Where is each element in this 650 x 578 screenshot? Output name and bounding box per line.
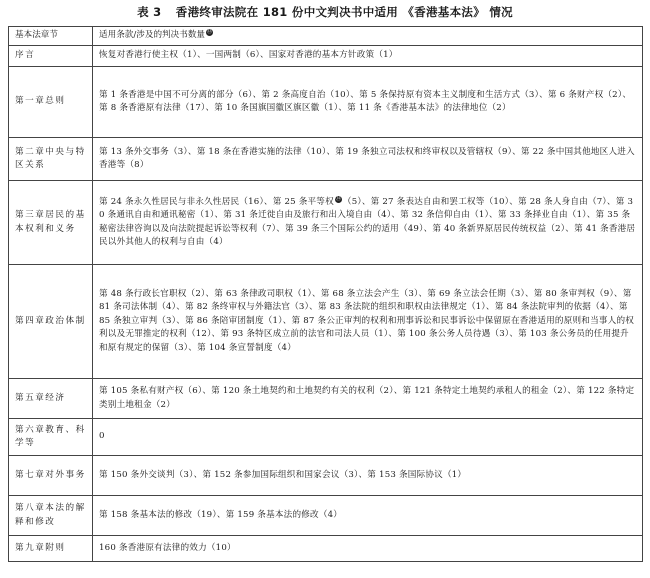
table-row (9, 419, 643, 456)
table-row (9, 46, 643, 67)
provisions-cell: 0 (93, 419, 643, 456)
chapter-cell: 第二章中央与特区关系 (9, 138, 93, 181)
provisions-cell: 第 158 条基本法的修改（19）、第 159 条基本法的修改（4） (93, 496, 643, 536)
chapter-cell: 第四章政治体制 (9, 265, 93, 379)
table-row (9, 379, 643, 419)
provisions-cell: 第 13 条外交事务（3）、第 18 条在香港实施的法律（10）、第 19 条独立司法权和终审权以及管辖权（9）、第 22 条中国其他地区人进入香港等（8） (93, 138, 643, 181)
provisions-cell: 160 条香港原有法律的效力（10） (93, 536, 643, 562)
chapter-cell: 第七章对外事务 (9, 456, 93, 496)
footnote-marker-13: ⑬ (206, 29, 213, 36)
provisions-cell: 第 48 条行政长官职权（2）、第 63 条律政司职权（1）、第 68 条立法会产生（3）、第 69 条立法会任期（3）、第 80 条审判权（9）、第 81 条司法体制（4）、第 82 条终审权与外籍法官（3）、第 83 条法院的组织和职权由法律规定（1）、第 84 条法院审判的依据（4）、第 85 条独立审判（3）、第 86 条陪审团制度（1）、第 87 条公正审判的权利和刑事诉讼和民事诉讼中保留原在香港适用的原则和当事人的权利以及无罪推定的权利（12）、第 93 条特区成立前的法官和司法人员（1）、第 100 条公务人员待遇（3）、第 103 条公务员的任用提升和原有规定的保留（3）、第 104 条宣誓制度（4） (93, 265, 643, 379)
chapter-cell: 第五章经济 (9, 379, 93, 419)
chapter-cell: 第八章本法的解释和修改 (9, 496, 93, 536)
table-row (9, 138, 643, 181)
provisions-text-before-note: 第 24 条永久性居民与非永久性居民（16）、第 25 条平等权 (99, 196, 334, 207)
table-row (9, 67, 643, 138)
provisions-cell: 第 105 条私有财产权（6）、第 120 条土地契约和土地契约有关的权利（2）、第 121 条特定土地契约承租人的租金（2）、第 122 条特定类别土地租金（2） (93, 379, 643, 419)
provisions-cell (93, 181, 643, 265)
chapter-cell: 第一章总则 (9, 67, 93, 138)
table-caption-title: 香港终审法院在 181 份中文判决书中适用 《香港基本法》 情况 (175, 5, 513, 19)
provisions-cell: 第 150 条外交谈判（3）、第 152 条参加国际组织和国家会议（3）、第 153 条国际协议（1） (93, 456, 643, 496)
provisions-cell: 第 1 条香港是中国不可分离的部分（6）、第 2 条高度自治（10）、第 5 条保持原有资本主义制度和生活方式（3）、第 6 条财产权（2）、第 8 条香港原有法律（17）、第 10 条国旗国徽区旗区徽（1）、第 11 条《香港基本法》的法律地位（2） (93, 67, 643, 138)
provisions-text-after-note: （5）、第 27 条表达自由和罢工权等（10）、第 28 条人身自由（7）、第 30 条通讯自由和通讯秘密（1）、第 31 条迁徙自由及旅行和出入境自由（4）、第 32 条信仰自由（1）、第 33 条择业自由（1）、第 35 条秘密法律咨询以及向法院提起诉讼等权利（7）、第 39 条三个国际公约的适用（49）、第 40 条新界原居民传统权益（2）、第 41 条香港居民以外其他人的权利与自由（4） (99, 196, 636, 247)
chapter-cell: 第九章附则 (9, 536, 93, 562)
table-row (9, 496, 643, 536)
chapter-cell: 序言 (9, 46, 93, 67)
basic-law-application-table (8, 26, 643, 562)
header-provisions-label: 适用条款/涉及的判决书数量 (99, 30, 206, 41)
provisions-cell: 恢复对香港行使主权（1）、一国两制（6）、国家对香港的基本方针政策（1） (93, 46, 643, 67)
footnote-marker-14: ⑭ (335, 195, 342, 202)
chapter-cell: 第六章教育、科学等 (9, 419, 93, 456)
table-caption (8, 4, 642, 26)
header-provisions (93, 27, 643, 46)
chapter-cell: 第三章居民的基本权利和义务 (9, 181, 93, 265)
table-row (9, 456, 643, 496)
header-chapter: 基本法章节 (9, 27, 93, 46)
table-header-row (9, 27, 643, 46)
table-row (9, 265, 643, 379)
table-caption-label: 表 3 (137, 5, 162, 19)
table-row (9, 536, 643, 562)
table-row (9, 181, 643, 265)
